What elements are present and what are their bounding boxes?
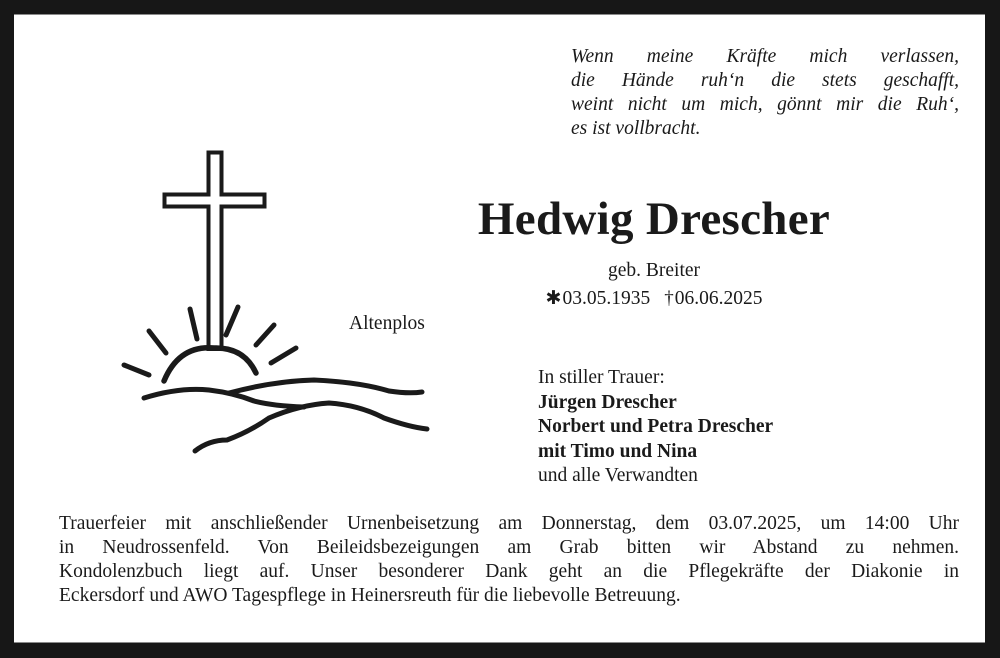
poem-line: Wenn meine Kräfte mich verlassen, [571,46,959,67]
mourners-block [538,366,773,489]
mourner-name: Norbert und Petra Drescher [538,416,774,437]
deceased-name: Hedwig Drescher [477,193,831,245]
life-dates [434,287,874,311]
notice-line: Trauerfeier mit anschließender Urnenbeisetzung am Donnerstag, dem 03.07.2025, um 14:00 Uhr [59,513,959,534]
maiden-name: geb. Breiter [607,260,701,281]
poem-line: die Hände ruh‘n die stets geschafft, [571,70,959,91]
place-name: Altenplos [349,313,425,334]
notice-line: Eckersdorf und AWO Tagespflege in Heinersreuth für die liebevolle Betreuung. [59,585,681,606]
cross-with-rising-sun-icon [109,135,439,465]
funeral-notice [59,512,959,608]
notice-line: Kondolenzbuch liegt auf. Unser besonderer Dank geht an die Pflegekräfte der Diakonie in [59,561,959,582]
mourners-outro: und alle Verwandten [538,465,698,486]
death-cross-icon: † [664,288,674,309]
birth-star-icon: ✱ [545,288,562,309]
mourner-name: mit Timo und Nina [538,440,698,462]
death-date: 06.06.2025 [674,288,763,309]
mourner-name: Jürgen Drescher [538,391,677,413]
poem [571,45,959,141]
mourners-intro: In stiller Trauer: [538,367,665,388]
poem-line: es ist vollbracht. [571,118,701,139]
notice-line: in Neudrossenfeld. Von Beileidsbezeigungen am Grab bitten wir Abstand zu nehmen. [59,537,959,558]
obituary-card [14,14,985,643]
birth-date: 03.05.1935 [562,288,651,309]
poem-line: weint nicht um mich, gönnt mir die Ruh‘, [571,94,959,115]
